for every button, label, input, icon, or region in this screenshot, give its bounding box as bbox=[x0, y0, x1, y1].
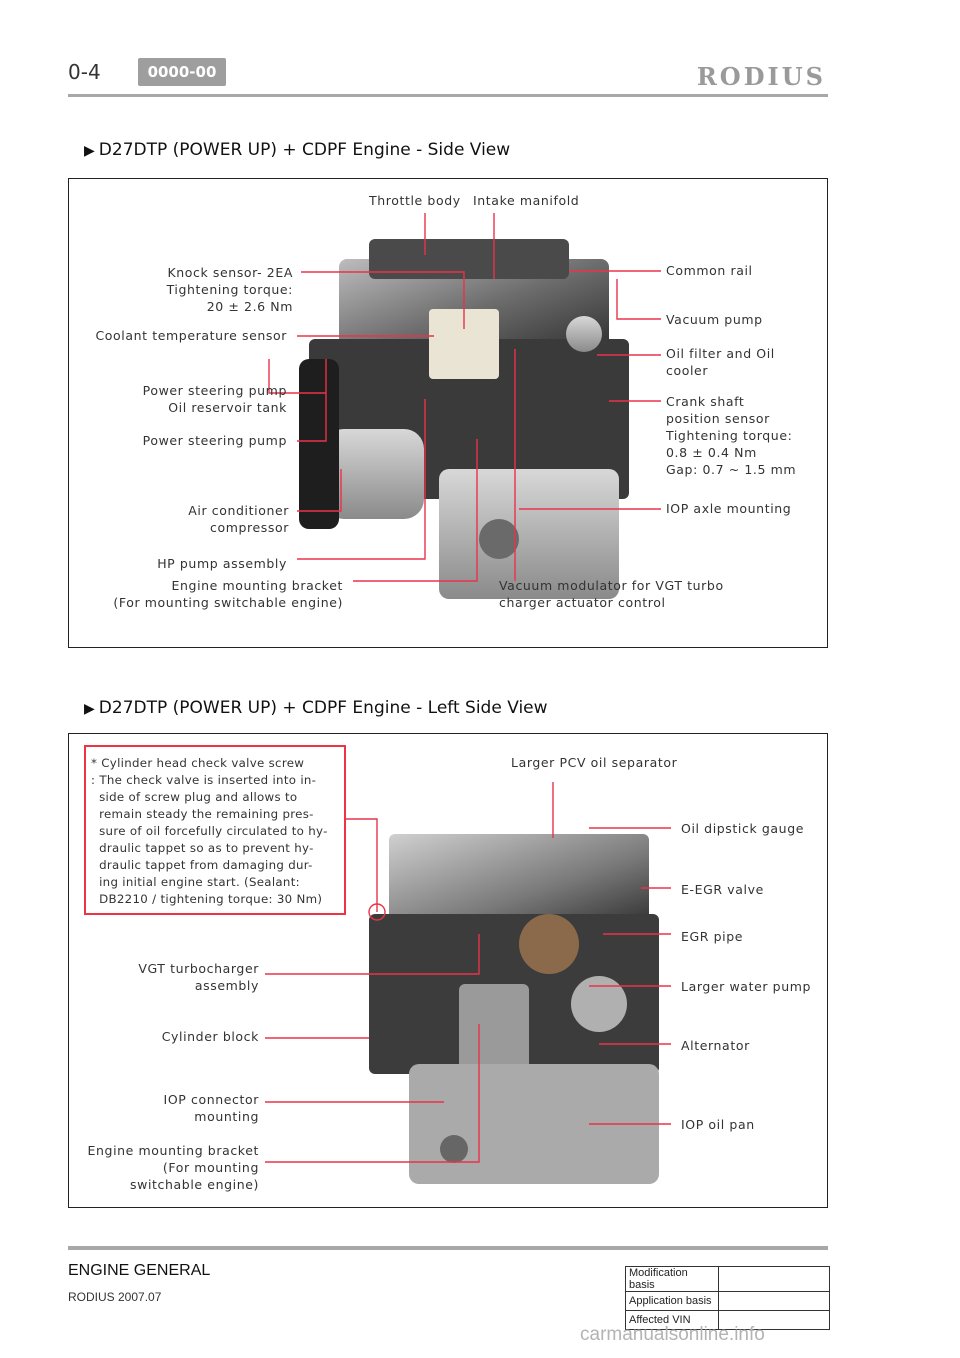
label-crank-shaft-sensor: Crank shaft position sensor Tightening torque: 0.8 ± 0.4 Nm Gap: 0.7 ~ 1.5 mm bbox=[666, 394, 797, 477]
triangle-bullet-icon: ▶ bbox=[84, 143, 95, 159]
table-row bbox=[626, 1267, 830, 1292]
table-cell-value bbox=[719, 1292, 830, 1311]
check-valve-note-box bbox=[84, 745, 346, 915]
footer-title: ENGINE GENERAL bbox=[68, 1262, 211, 1279]
label-oil-filter-cooler: Oil filter and Oil cooler bbox=[666, 346, 775, 378]
header-divider bbox=[68, 94, 828, 97]
watermark: carmanualsonline.info bbox=[580, 1324, 765, 1345]
section-title-left-side-view: ▶ D27DTP (POWER UP) + CDPF Engine - Left Side View bbox=[84, 698, 548, 718]
modification-table bbox=[625, 1266, 830, 1330]
label-common-rail: Common rail bbox=[666, 263, 753, 278]
label-larger-water-pump: Larger water pump bbox=[681, 979, 812, 994]
label-vgt-turbocharger: VGT turbocharger assembly bbox=[138, 961, 259, 993]
label-intake-manifold: Intake manifold bbox=[473, 193, 580, 208]
label-hp-pump-assembly: HP pump assembly bbox=[157, 556, 287, 571]
label-engine-mounting-bracket: Engine mounting bracket (For mounting switchable engine) bbox=[113, 578, 343, 610]
label-air-conditioner-compressor: Air conditioner compressor bbox=[188, 503, 289, 535]
label-iop-connector-mounting: IOP connector mounting bbox=[163, 1092, 259, 1124]
brand-logo: RODIUS bbox=[696, 62, 826, 91]
table-row bbox=[626, 1292, 830, 1311]
table-cell-label: Application basis bbox=[626, 1292, 719, 1311]
label-vacuum-modulator: Vacuum modulator for VGT turbo charger actuator control bbox=[499, 578, 724, 610]
label-larger-pcv-oil-separator: Larger PCV oil separator bbox=[511, 755, 678, 770]
label-throttle-body: Throttle body bbox=[369, 193, 461, 208]
label-engine-mounting-bracket-left: Engine mounting bracket (For mounting switchable engine) bbox=[87, 1143, 259, 1192]
label-vacuum-pump: Vacuum pump bbox=[666, 312, 763, 327]
label-egr-pipe: EGR pipe bbox=[681, 929, 744, 944]
side-view-figure bbox=[68, 178, 828, 648]
table-cell-value bbox=[719, 1267, 830, 1292]
label-alternator: Alternator bbox=[681, 1038, 750, 1053]
label-knock-sensor: Knock sensor- 2EA Tightening torque: 20 ± 2.6 Nm bbox=[166, 265, 293, 314]
table-cell-label: Affected VIN bbox=[626, 1311, 719, 1330]
check-valve-note-text: * Cylinder head check valve screw : The check valve is inserted into in- side of screw plug and allows to remain steady the remaining pres- sure of oil forcefully circulated to hy- draulic tappet so as to prevent hy- draulic tappet from damaging dur- ing initial engine start. (Sealant: DB2210 / tightening torque: 30 Nm) bbox=[91, 756, 328, 906]
section-code-badge: 0000-00 bbox=[138, 58, 226, 86]
label-iop-oil-pan: IOP oil pan bbox=[681, 1117, 755, 1132]
label-cylinder-block: Cylinder block bbox=[161, 1029, 259, 1044]
footer-subtitle: RODIUS 2007.07 bbox=[68, 1290, 162, 1304]
label-iop-axle-mounting: IOP axle mounting bbox=[666, 501, 792, 516]
label-power-steering-pump: Power steering pump bbox=[142, 433, 287, 448]
triangle-bullet-icon: ▶ bbox=[84, 701, 95, 717]
table-cell-label: Modification basis bbox=[626, 1267, 719, 1292]
page-number: 0-4 bbox=[68, 60, 101, 84]
label-e-egr-valve: E-EGR valve bbox=[681, 882, 764, 897]
label-power-steering-oil-tank: Power steering pump Oil reservoir tank bbox=[142, 383, 287, 415]
label-coolant-temperature-sensor: Coolant temperature sensor bbox=[95, 328, 287, 343]
section-title-side-view: ▶ D27DTP (POWER UP) + CDPF Engine - Side View bbox=[84, 140, 511, 160]
label-oil-dipstick-gauge: Oil dipstick gauge bbox=[681, 821, 805, 836]
footer-divider bbox=[68, 1246, 828, 1250]
